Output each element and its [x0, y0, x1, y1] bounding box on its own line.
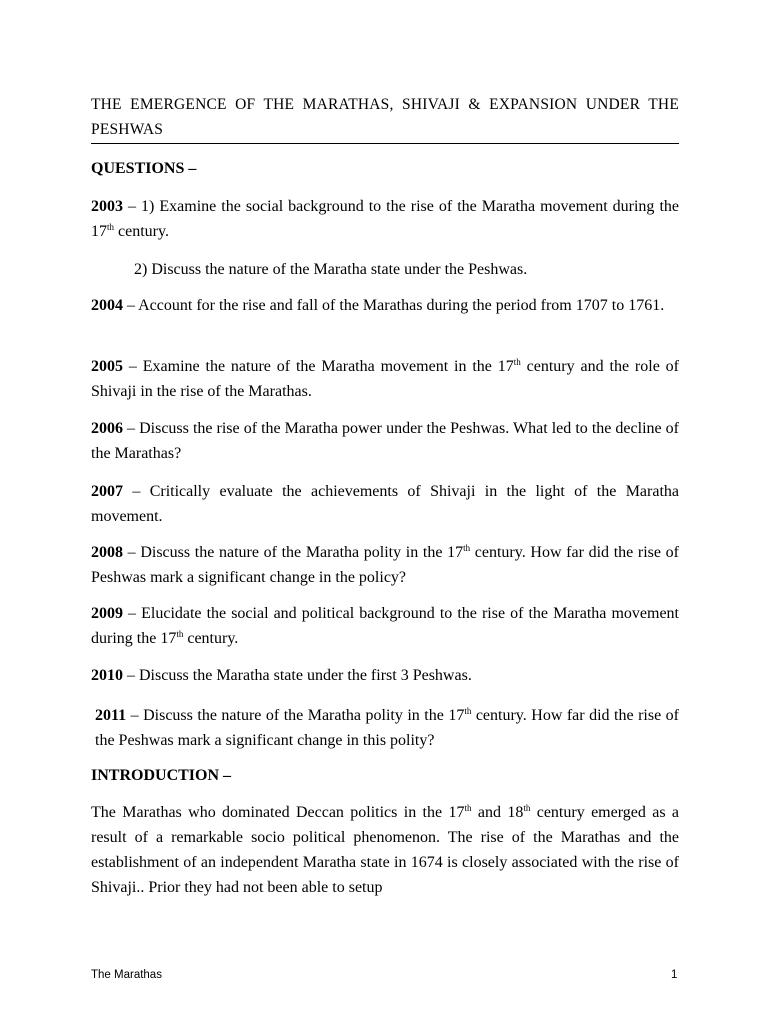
- question-text-cont: century and the role of Shivaji in the rise of the Marathas.: [91, 358, 679, 400]
- introduction-heading: INTRODUCTION –: [91, 767, 232, 784]
- title-rule: [91, 143, 679, 144]
- question-2011: [95, 703, 679, 753]
- question-2007: [91, 479, 679, 529]
- question-2005: [91, 354, 679, 404]
- superscript: th: [176, 629, 184, 639]
- question-year: 2010: [91, 667, 123, 684]
- question-text: – 1) Examine the social background to the rise of the Maratha movement during the 17: [91, 198, 679, 240]
- intro-text-3: century emerged as a result of a remarkable socio political phenomenon. The rise of the Marathas and the establishment of an independent Maratha state in 1674 is closely associated with the rise of Shivaji.. Prior they had not been able to setup: [91, 804, 680, 896]
- intro-text: The Marathas who dominated Deccan politics in the 17: [91, 804, 465, 821]
- question-2006: [91, 416, 679, 466]
- question-year: 2007: [91, 483, 123, 500]
- question-text: – Discuss the nature of the Maratha polity in the 17: [126, 707, 465, 724]
- question-year: 2003: [91, 198, 123, 215]
- question-text: – Critically evaluate the achievements of Shivaji in the light of the Maratha movement.: [91, 483, 679, 525]
- question-text-cont: century. How far did the rise of the Peshwas mark a significant change in this polity?: [95, 707, 679, 749]
- question-text: 2) Discuss the nature of the Maratha state under the Peshwas.: [134, 261, 528, 278]
- superscript: th: [463, 543, 471, 553]
- question-text: – Account for the rise and fall of the Marathas during the period from 1707 to 1761.: [123, 297, 665, 314]
- question-text: – Discuss the Maratha state under the first 3 Peshwas.: [123, 667, 472, 684]
- superscript: th: [523, 803, 531, 813]
- question-2008: [91, 540, 679, 590]
- intro-text-2: and 18: [471, 804, 524, 821]
- question-2010: [91, 663, 679, 688]
- question-text-cont: century.: [114, 223, 169, 240]
- question-text: – Elucidate the social and political background to the rise of the Maratha movement during the 17: [91, 605, 679, 647]
- superscript: th: [464, 706, 472, 716]
- question-text-cont: century.: [183, 630, 239, 647]
- superscript: th: [513, 357, 521, 367]
- superscript: th: [107, 222, 115, 232]
- footer-title: The Marathas: [91, 969, 162, 981]
- question-2003-1: [91, 194, 679, 244]
- question-2009: [91, 601, 679, 651]
- question-text-cont: century. How far did the rise of Peshwas mark a significant change in the policy?: [91, 544, 679, 586]
- question-text: – Discuss the rise of the Maratha power under the Peshwas. What led to the decline of the Marathas?: [91, 420, 679, 462]
- question-year: 2009: [91, 605, 123, 622]
- question-2003-2: [134, 257, 679, 282]
- question-year: 2011: [95, 707, 127, 724]
- introduction-paragraph: [91, 800, 679, 900]
- question-year: 2005: [91, 358, 123, 375]
- question-year: 2008: [91, 544, 123, 561]
- page-title: THE EMERGENCE OF THE MARATHAS, SHIVAJI & EXPANSION UNDER THE PESHWAS: [91, 96, 679, 138]
- page-number: 1: [671, 969, 678, 981]
- question-2004: [91, 293, 679, 318]
- questions-heading: QUESTIONS –: [91, 160, 197, 177]
- superscript: th: [464, 803, 472, 813]
- question-year: 2004: [91, 297, 123, 314]
- question-year: 2006: [91, 420, 123, 437]
- question-text: – Examine the nature of the Maratha movement in the 17: [123, 358, 514, 375]
- question-text: – Discuss the nature of the Maratha polity in the 17: [123, 544, 464, 561]
